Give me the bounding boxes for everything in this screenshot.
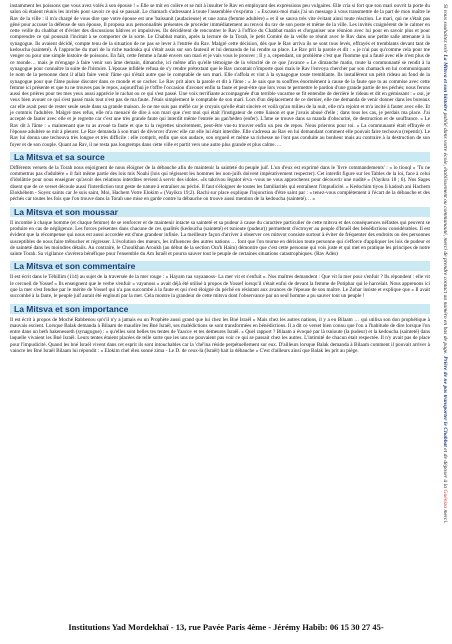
section-text-importance: Il est écrit à propos de Moché Rabbenou qu's'il n'y a jamais eu un Prophète aussi grand que lui chez les Bné Israël » Mais chez les autres nations, il y a eu Bilaam … qui utilisa son don prophétique à mauvais escient. Lorsque Balak demanda à Bilaam de maudire les Bné Israël, ses malédictions se sont transformées en bénédictions. Il a dit ce verset bien connu que l'on a l'habitude de dire lorsque l'on entre dans un beth hakenesseth (synagogue) : « qu'elles sont belles tes tentes de Yaacov et tes demeures Israël. » Quel rapport ? Bilaam a évoqué par là tsnioute (la pudeur) et la kedoucha (sainteté) dans laquelle vivaient les Bné Israël. Leurs tentes étaient placées de telle sorte que les uns ne pouvaient pas voir ce qui se passait chez les autres. L'intimité de chacun était respectée. Il n'y avait pas de place pour l'impudicité. Quand les bné Israël vivent dans cet esprit ils sont intouchables car la 'ché'ina réside perpétuellement sur eux. D'ailleurs lorsque Balak demanda à Bilaam comment il pouvait arriver à vaincre les Bné Israël Bilaam lui répondit : « Elokim chel éleu sonné zima - Le D. de ceux-là (Israël) hait la débauche » C'est d'ailleurs ainsi que Balak les prit au piège. — [10, 316, 430, 355]
side-note-text-4: merci. — [442, 508, 448, 524]
page-content — [10, 3, 430, 354]
side-note-text-1: Si vous souhaitez voir — [442, 4, 448, 55]
section-title-commentaire: La Mitsva et son commentaire — [10, 261, 430, 271]
side-note-bold-1: La Mitsva et son histoire — [442, 54, 448, 112]
intro-story-text: instamment les poissons que vous avez volés à son épouse ! » Elle se mit en colère et se mit à insulter le Rav en employant des expressions peu vulgaires. Elle cria si fort que son mari ouvrit la porte du salon où étaient réunis les invités pour savoir ce qui se passait. Le chamach s'adressant à toute l'assemblée s'exprima : « Excusez-moi mais j'ai un message à vous transmettre de la part de mon maître le Rav de la ville : il m'a chargé de vous dire que votre épouse est une 'baissanit (audacieuse) et une zona (femme adultère) » et il se sauva très vite évitant ainsi toute réaction. Le mari, qui ne s'était pas gêné pour accuser la défense de son épouse, Il proposa aux personnalités présentes de procéder immédiatement au renvoi du rav de son poste et même de la ville. Les invités craignèrent de le calmer en cette veille du chabbat et d'éviter des discussions hâtives et impulsives. Ils décidèrent de rencontrer le Rav à l'office du Chabbat matin et d'organiser une réunion avec lui pour en savoir plus et pour comprendre ce qui poussait l'incitait à se comporter de la sorte. Le Chabbat matin, après la lecture de la Torah, le petit Comité de la veille se réunit avec le Rav dans une petite salle attenante à la synagogue. Ils avaient décidé, compte tenu de la situation de ne pas se lever à l'entrée du Rav. Malgré cette décision, dès que le Rav arriva ils se sont tous levés, effrayés et tremblants devant tant de kedoucha (sainteté). À l'approche du mari de la riche tsadouka qui s'était assis sur son fauteuil et lui demanda de lui rendre sa place. Le Rav prit la parole et dit : « je n'ai pas qu'comme cela pour me venger ou pour une simple histoire de poissons. En fait, cette femme a fauté envers son mari et je vais vous le prouver ; Il y a, cependant, un problème c'est que l'homme qui a fauté avec elle n'est plus de ce monde… mais je m'engage à faire venir son âme demain, dimanche, ici même afin qu'elle témoigne de la véracité de ce que j'avance » Le dimanche matin, toute la communauté se rendit à la synagogue pour connaître la suite de l'histoire. L'épouse infidèle refusa de s'y rendre prétextant que le Rav racontait n'importe quoi mais le Rav l'envoya chercher par son chamach en lui communiquant le nom de la personne dont il allait faire venir l'âme qui n'était autre que le comptable de son mari. Elle s'affola et vint à la synagogue toute tremblante. Ils installèrent un pétit rideau au fond de la synagogue pour que l'âme puisse discuter dans ce monde et se cacher. Le Rav prit alors la parole et dit à l'âme : « Je sais que tu souffres énormément à cause de la faute que tu as commise avec cette femme ici présente et que tu ne trouves pas le repos, aujourd'hui je t'offre l'occasion d'avouer enfin ta faute et peut-être que lors vous te permettre le pardon d'une grande partie de tes péchés; nous ferons aussi des prières pour tes mes yeux aussi apprécie le rachat ou ce qui s'est passé. Une voix terrifiante accompagnée d'un terrible vacarme se fit entendre de derrière le rideau et dit en gémissant : « oui, je veux bien avouer ce qui s'est passé mais tout n'est pas de ma faute. J'étais simplement le comptable de son mari. Lors d'un déplacement de ce dernier, elle me demanda de venir donner dans les bureaux car elle avait peur de rester seule seule dans sa grande maison. Je ne me suis pas méfié car je croyais qu'elle était sincère et voilà qu'au milieu de la nuit, elle m'a rejoint et m'a incité à fauter avec elle. Et je commis l'adultère. Malgré mes refus, elle m'a menacé de dire à son mari que c'est moi qui était l'instigateur de cette liaison et que j'avais abusé d'elle ; dans tous les cas, je perdais ma place. J'ai accepté de fauter avec elle et je regrette car c'est une très grande faute qui interdit même l'entrée au gan'héden (enfer). L'âme se trouve dans sa manda d'obscurité, de destruction et de souffrance. » Le Rav dit à l'âme : « maintenant que tu as avoué ta faute et que tu la regrettes sincèrement, peut-être vas-tu trouver enfin un peu de repos. Nous prierons pour toi. » La communauté était effrayée et l'épouse adultère se mit à pleurer. Le Rav demanda à son mari de divorcer d'avec elle car elle lui était interdite. Elle s'adressa au Rav en lui demandant comment elle pouvait faire techouva (repentir). Le Rav lui donna une techouva très longue et très difficile : elle comprit, enfin que son audace, son orgueil et même sa richesse ne l'ont pas conduite au bonheur mais au contraire à la destruction de son foyer et de son couple. Quant au Rav, il ne resta pas longtemps dans cette ville et partit vers une autre plus grande et plus calme…. — [10, 3, 430, 148]
section-title-source: La Mitsva et sa source — [10, 152, 430, 162]
footer-contact: Institutions Yad Mordekhaï - 13, rue Pavée Paris 4ème - Jérémy Habib: 06 15 30 27 45- — [68, 622, 384, 632]
section-text-source: Différents versets de la Torah nous enjoignent de nous éloigner de la débauche afin de maintenir la sainteté du peuple juif. L'un d'eux est exprimé dans le 'livre commandements' : « lo tiouql » 'Tu ne commettras pas d'adultère » il fait même partie des lois mis Noahi (lois qui régissent les hommes les non-juifs doivent impérativement respecter). Cet interdit figure sur les Tables de la loi, face à celui d'idolâtrie pour nous enseigner qu'avoir des relations interdites revient à servir des idoles. «Is takrivou légalot érva -vous ne vous approcherez pour découvrir une nudité » (Vayikra 18 ; 6). Nos Sages disent que de ce verset découle aussi l'interdiction tout geste de nature à entraîner au péché. Il faut s'éloigner de toutes les familiarités qui entraînent l'impudicité. « Kedochim tiyou li kadosh ani Hachem Elokhéhem - Soyez saints car Je suis saint, Moi, Hachem Votre Elokim » (Vayikra 19;2). Rachi sur place explique l'injonction d'être saint par : « tenez-vous complètement à l'écart de la débauche et des péchés car toutes les fois que l'on trouve dans la Torah une mise en garde contre la débauche on trouve aussi mention de la kedoucha (sainteté)… » — [10, 164, 430, 203]
section-text-commentaire: Il est écrit dans le Téhillim (114) au sujet de la traversée de la mer rouge : « Hayam raa vayaanoss- La mer vit et s'enfuit ». Nos maîtres demandent : Que vit la mer pour s'enfuir ? Ils répondent : elle vit le cercueil de Yossef » Ils enseignent que le verbe s'enfuir » vayanoss » avait déjà été utilisé à propos de Yossef lorsqu'il s'était enfui de devant la femme de Potiphar qui le harcelait. Nous apprenons ici que la mer s'est fendue par le mérite de Yossef qui n'a pas succombé à la faute et qui s'est éloigné du péché en résistant aux avances de l'épouse de son maître. Le Zohar insiste et explique que « Il avait succombé à la faute, le peuple juif aurait été englouti par la mer. Cela montre la grandeur de cette mitsva dont l'observance par un seul homme a pu sauver tout un peuple ! — [10, 274, 430, 300]
section-title-moussar: La Mitsva et son moussar — [10, 207, 430, 217]
section-title-importance: La Mitsva et son importance — [10, 304, 430, 314]
side-note-red: Guéniza — [442, 489, 448, 509]
section-text-moussar: Il incombe à chaque homme (et chaque femme) de se renforcer et de maintenir intacte sa sainteté et sa pudeur à cause du caractère particulier de cette mitsva et des conséquences néfastes qui peuvent se produire en cas de négligence. Les forces présentes dans chacune de ces qualités (kedoucha (sainteté) et tsnioute (pudeur)) permettent d'octroyer au peuple d'Israël des bénédictions considérables. Il est évident que la récompense qui nous est aussi accordée est d'une grandeur infinie. La meilleure façon d'arriver à observer ces mitsvot consiste surtout à éviter de fréquenter des endroits ou des personnes susceptibles de nous faire trébucher et régresser. L'évolution des mœurs, les influences des autres nations … font que l'on tourne en dérision toute personne qui s'efforce d'appliquer les lois de pudeur et de sainteté dans les moindres détails. Au contraire, le Choulkhan Aroukh (au début de la section Ora'h Haïm) démontre que c'est cette personne qui vois juste et qui met en pratique les principes de notre sainte Torah. Sa vigilance s'avérera bénéfique pour l'ensemble du Am Israël et pourra sauver tout le peuple de certaines situations catastrophiques. (Rav Adès) — [10, 219, 430, 258]
side-note-text-3: et de déposer à la — [442, 446, 448, 490]
side-note-bold-2: Prière de ne pas transporter le Chabbat — [442, 356, 448, 447]
side-note — [434, 4, 448, 644]
side-note-text-2: publié dans votre école, établissement ou communauté, merci de prendre contact au numéro en bas de page. — [442, 111, 448, 357]
